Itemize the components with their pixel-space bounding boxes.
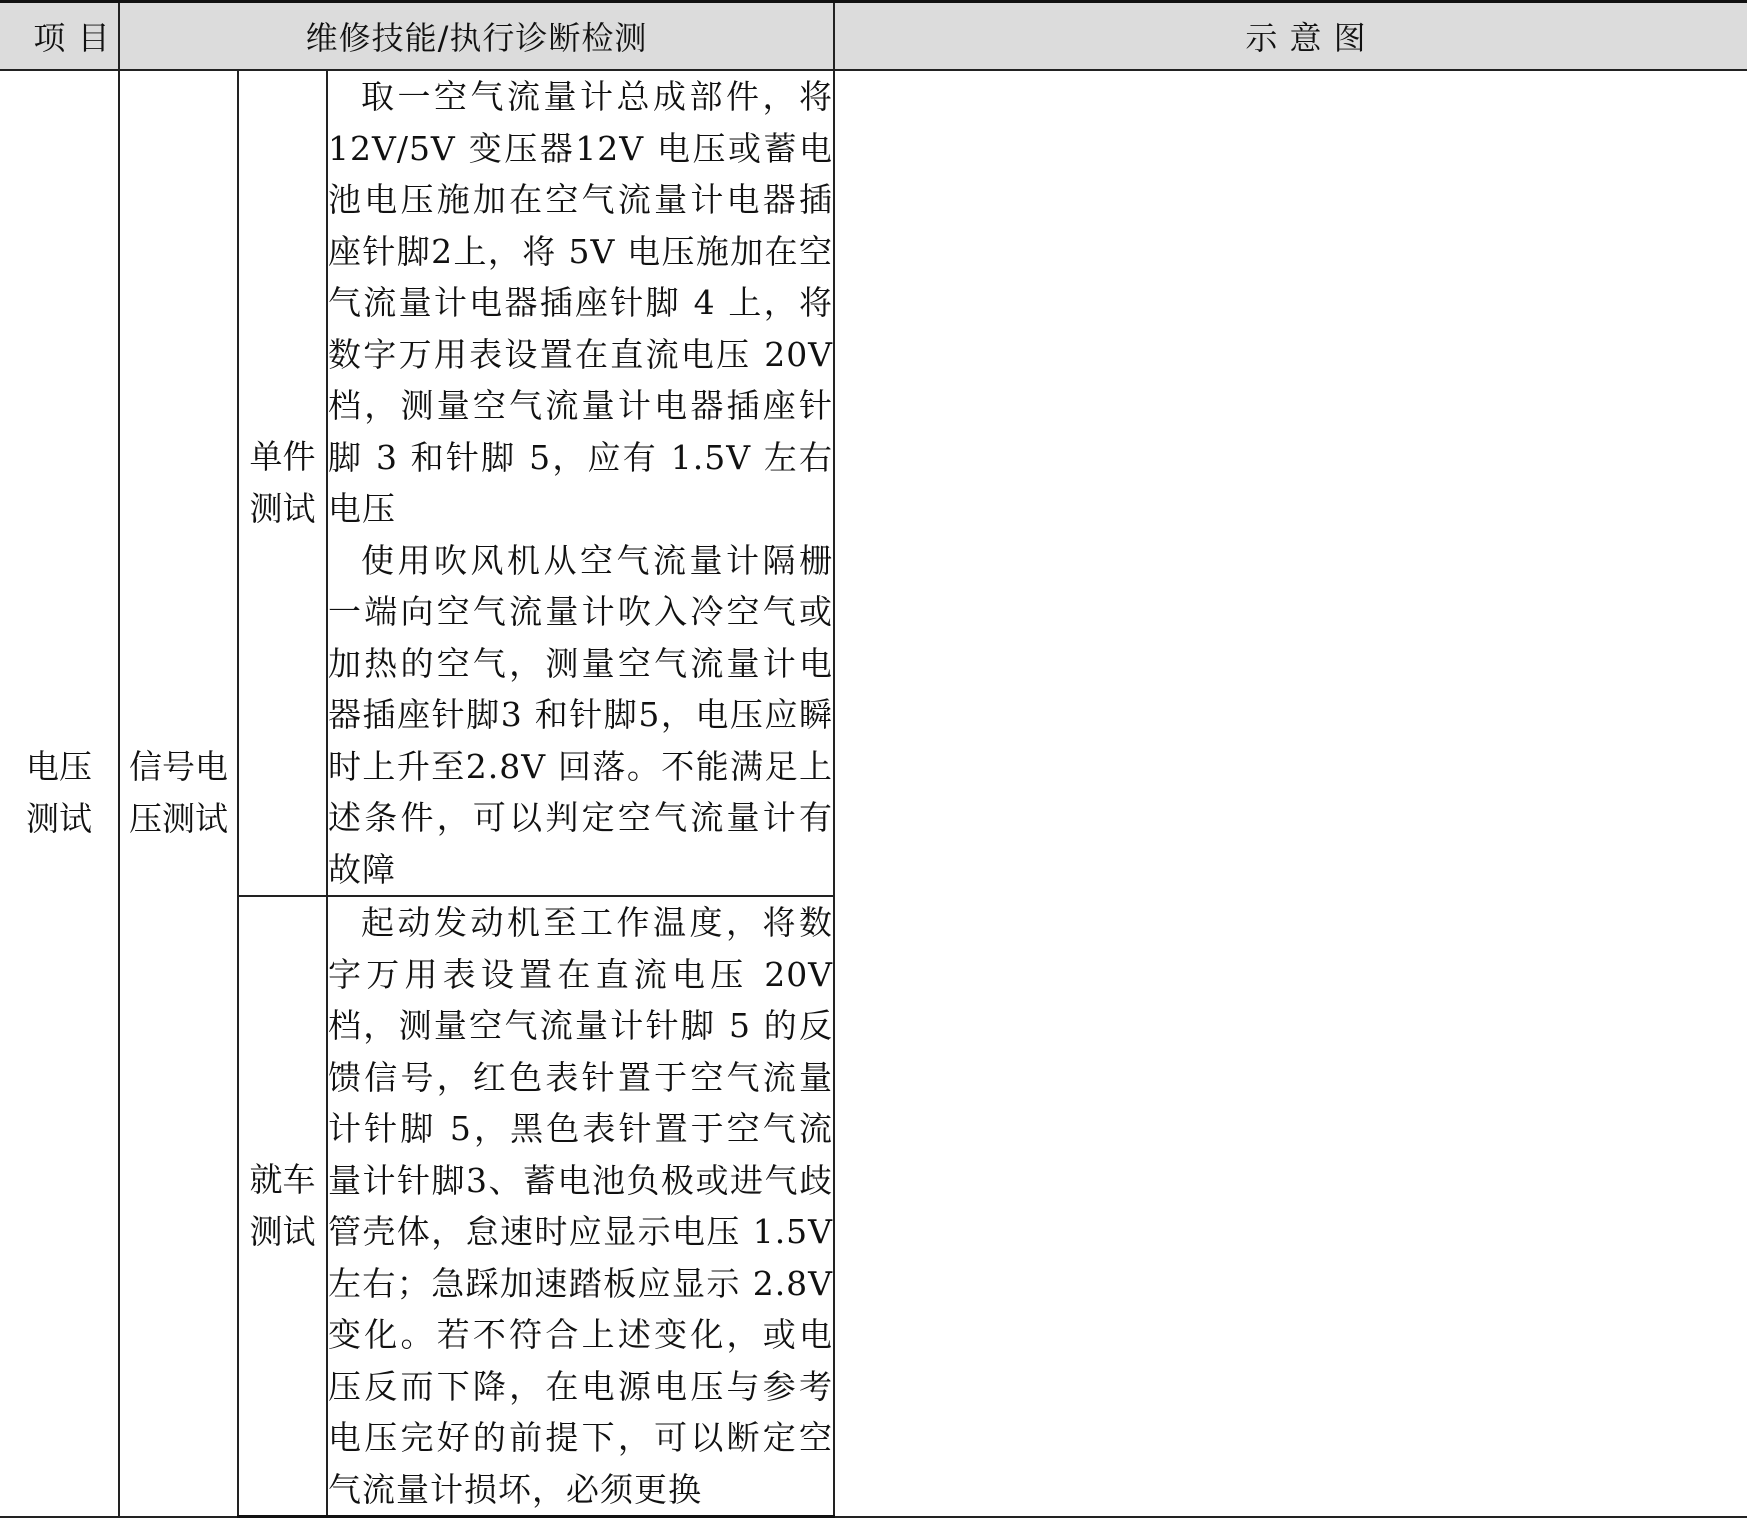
description-paragraph: 使用吹风机从空气流量计隔栅一端向空气流量计吹入冷空气或加热的空气，测量空气流量计电器插座针脚3 和针脚5，电压应瞬时上升至2.8V 回落。不能满足上述条件，可以判定空气流量计有故障 [328, 540, 834, 889]
test-type-label-line1: 单件 [249, 437, 316, 476]
subcategory-label-line2: 压测试 [129, 799, 228, 839]
header-item: 项 目 [0, 2, 119, 71]
figure-cell [834, 70, 1747, 1517]
description-paragraph: 起动发动机至工作温度，将数字万用表设置在直流电压 20V 档，测量空气流量计针脚 5 的反馈信号，红色表针置于空气流量计针脚 5，黑色表针置于空气流量计针脚3、蓄电池负极或进气歧管壳体，怠速时应显示电压 1.5V 左右；急踩加速踏板应显示 2.8V 变化。若不符合上述变化，或电压反而下降，在电源电压与参考电压完好的前提下，可以断定空气流量计损坏，必须更换 [328, 903, 834, 1509]
test-type-label-line2: 测试 [249, 1212, 316, 1251]
category-label-line1: 电压 [26, 747, 92, 787]
table-row-single-test [0, 70, 1747, 896]
test-type-cell-single [238, 70, 327, 896]
subcategory-cell [119, 70, 238, 1517]
header-figure: 示 意 图 [834, 2, 1747, 71]
category-cell [0, 70, 119, 1517]
description-paragraph: 取一空气流量计总成部件，将12V/5V 变压器12V 电压或蓄电池电压施加在空气流量计电器插座针脚2上，将 5V 电压施加在空气流量计电器插座针脚 4 上，将数字万用表设置在直流电压 20V 档，测量空气流量计电器插座针脚 3 和针脚 5，应有 1.5V 左右电压 [328, 77, 834, 528]
subcategory-label-line1: 信号电 [129, 747, 228, 787]
category-label-line2: 测试 [26, 799, 92, 839]
test-description-on-vehicle [327, 896, 834, 1517]
test-description-single [327, 70, 834, 896]
test-type-label-line2: 测试 [249, 489, 316, 528]
table-header-row [0, 2, 1747, 71]
test-type-cell-on-vehicle [238, 896, 327, 1517]
test-type-label-line1: 就车 [249, 1160, 316, 1199]
header-skill: 维修技能/执行诊断检测 [119, 2, 834, 71]
